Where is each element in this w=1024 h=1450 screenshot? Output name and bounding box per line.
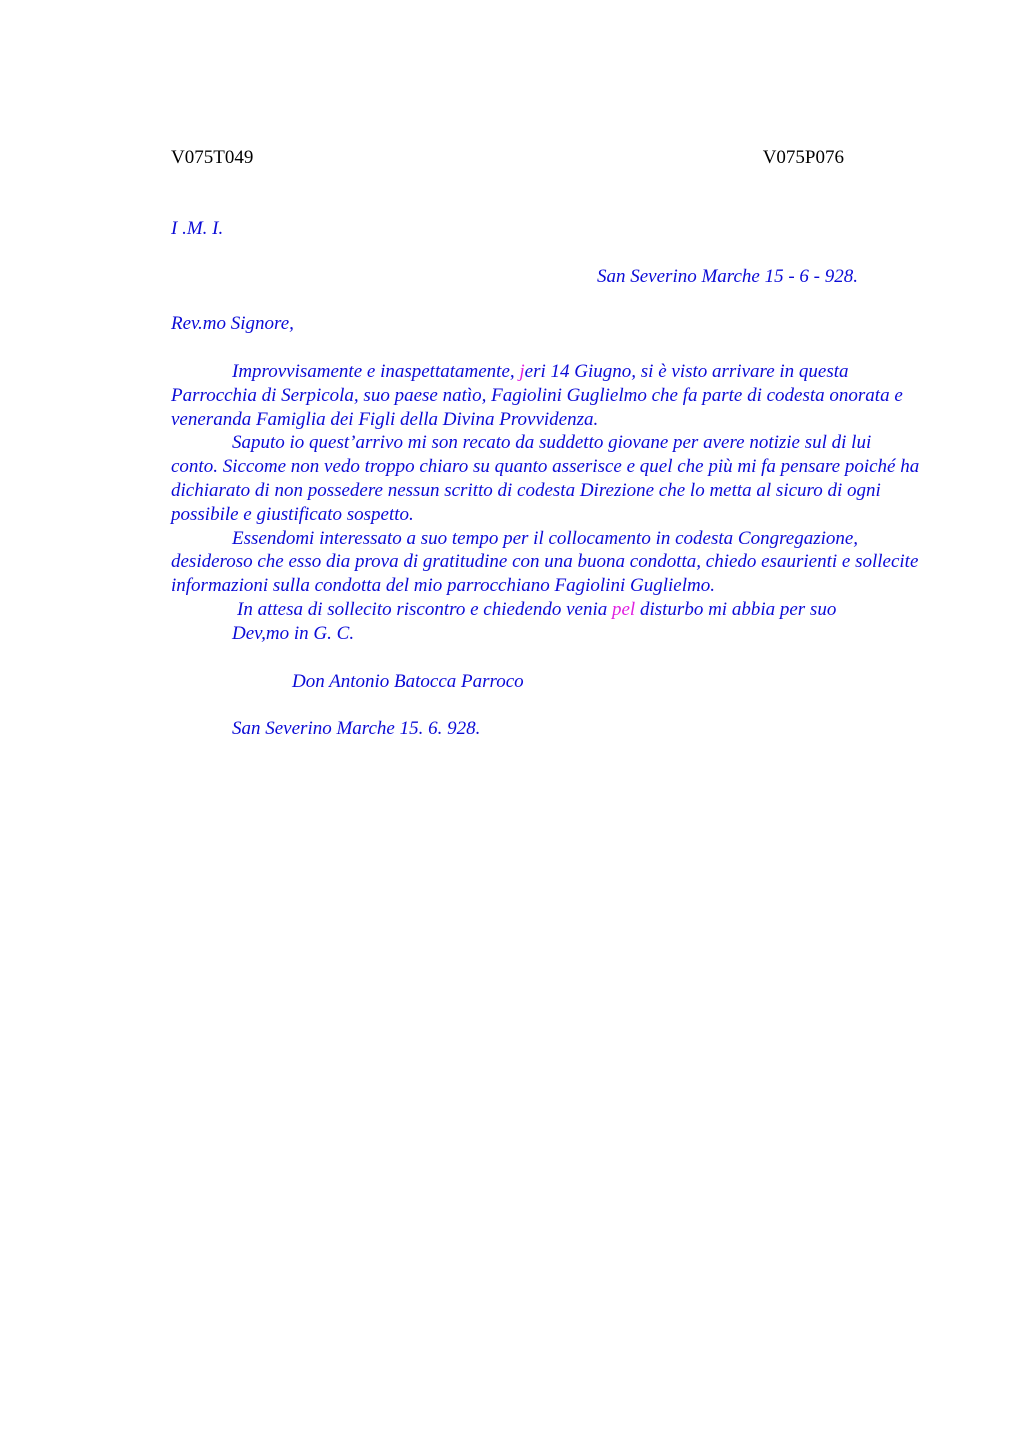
place-date-top: San Severino Marche 15 - 6 - 928. [597, 266, 859, 287]
paragraph-1: Improvvisamente e inaspettatamente, jeri 14 Giugno, si è visto arrivare in questa Parrocchia di Serpicola, suo paese natìo, Fagiolini Guglielmo che fa parte di codesta onorata e veneranda Famiglia dei Figli della Divina Provvidenza. [171, 361, 903, 430]
letter-body [171, 360, 921, 622]
signature: Don Antonio Batocca Parroco [292, 671, 524, 692]
highlighted-letter: j [519, 361, 525, 382]
place-date-bottom: San Severino Marche 15. 6. 928. [232, 718, 481, 739]
closing: Dev,mo in G. C. [232, 623, 355, 644]
paragraph-4: In attesa di sollecito riscontro e chiedendo venia pel disturbo mi abbia per suo [237, 598, 837, 620]
archive-code-left: V075T049 [171, 147, 254, 168]
highlighted-word: pel [612, 598, 636, 620]
paragraph-2: Saputo io quest’arrivo mi son recato da suddetto giovane per avere notizie sul di lui conto. Siccome non vedo troppo chiaro su quanto asserisce e quel che più mi fa pensare poiché ha dichiarato di non possedere nessun scritto di codesta Direzione che lo metta al sicuro di ogni possibile e giustificato sospetto. [171, 432, 920, 525]
archive-codes [171, 147, 844, 171]
paragraph-3: Essendomi interessato a suo tempo per il collocamento in codesta Congregazione, desideroso che esso dia prova di gratitudine con una buona condotta, chiedo esaurienti e sollecite informazioni sulla condotta del mio parrocchiano Fagiolini Guglielmo. [171, 527, 919, 597]
archive-code-right: V075P076 [762, 147, 844, 168]
invocation: I .M. I. [171, 218, 224, 239]
salutation: Rev.mo Signore, [171, 313, 294, 334]
